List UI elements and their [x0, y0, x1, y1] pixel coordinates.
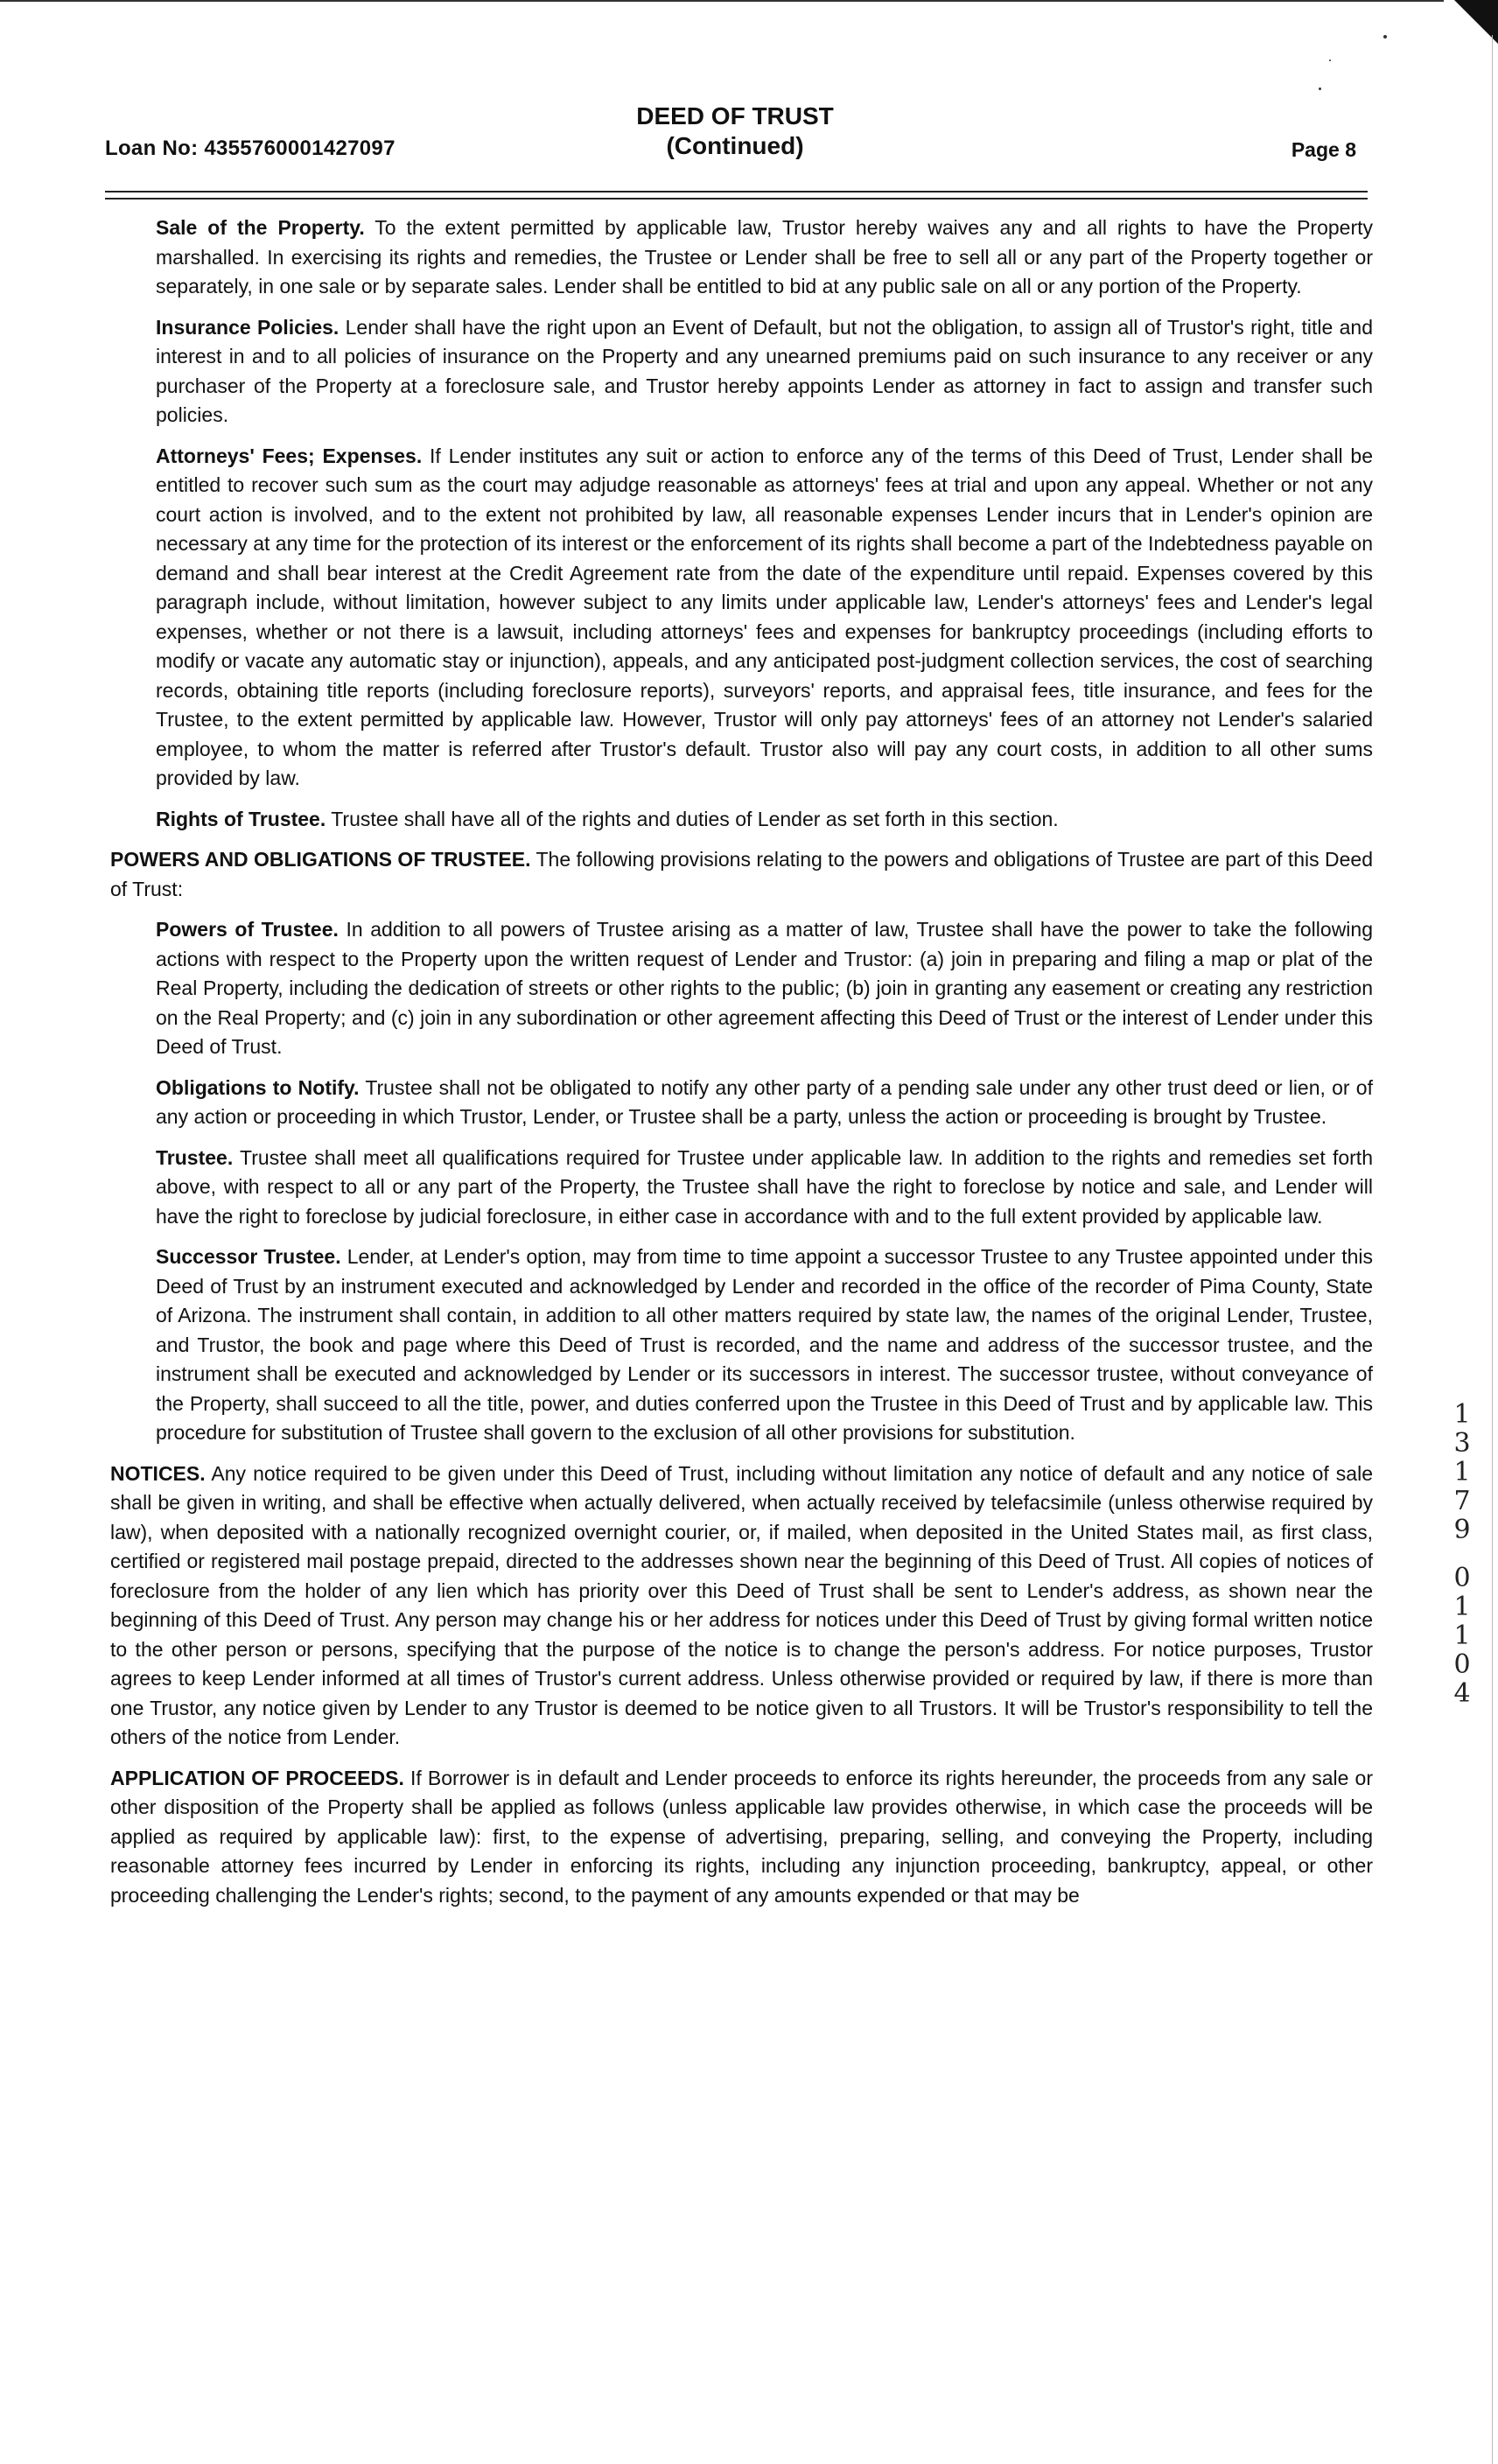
scan-speck [1319, 88, 1321, 90]
recording-digit: 9 [1453, 1515, 1471, 1545]
section-text: If Lender institutes any suit or action to enforce any of the terms of this Deed of Trust, Lender shall be entitled to recover such sum as the court may adjudge reasonable as attorneys' fees at trial and upon any appeal. Whether or not any court action is involved, and to the extent not prohibited by law, all reasonable expenses Lender incurs that in Lender's opinion are necessary at any time for the protection of its interest or the enforcement of its rights shall become a part of the Indebtedness payable on demand and shall bear interest at the Credit Agreement rate from the date of the expenditure until repaid. Expenses covered by this paragraph include, without limitation, however subject to any limits under applicable law, Lender's attorneys' fees and Lender's legal expenses, whether or not there is a lawsuit, including attorneys' fees and expenses for bankruptcy proceedings (including efforts to modify or vacate any automatic stay or injunction), appeals, and any anticipated post-judgment collection services, the cost of searching records, obtaining title reports (including foreclosure reports), surveyors' reports, and appraisal fees, title insurance, and fees for the Trustee, to the extent permitted by applicable law. However, Trustor will only pay attorneys' fees of an attorney not Lender's salaried employee, to whom the matter is referred after Trustor's default. Trustor also will pay any court costs, in addition to all other sums provided by law. [156, 444, 1374, 789]
section-sale-of-property [156, 214, 1373, 302]
section-heading: Successor Trustee. [156, 1245, 341, 1268]
section-rights-of-trustee [156, 805, 1373, 835]
recording-digit: 7 [1453, 1486, 1471, 1516]
document-body [110, 214, 1373, 1922]
page-number: Page 8 [1291, 138, 1356, 161]
document-title-block [105, 102, 1365, 161]
section-text: If Borrower is in default and Lender proceeds to enforce its rights hereunder, the proceeds from any sale or other disposition of the Property shall be applied as follows (unless applicable law provides otherwise, in which case the proceeds will be applied as required by applicable law): first, to the expense of advertising, preparing, selling, and conveying the Property, including reasonable attorney fees incurred by Lender in enforcing its rights, including any injunction proceeding, bankruptcy, appeal, or other proceeding challenging the Lender's rights; second, to the payment of any amounts expended or that may be [110, 1766, 1374, 1907]
section-heading: Attorneys' Fees; Expenses. [156, 444, 423, 467]
section-insurance-policies [156, 313, 1373, 430]
recording-digit: 0 [1453, 1649, 1471, 1680]
section-obligations-to-notify [156, 1074, 1373, 1132]
section-text: Lender, at Lender's option, may from time to time appoint a successor Trustee to any Trustee appointed under this Deed of Trust by an instrument executed and acknowledged by Lender and recorded in the office of the recorder of Pima County, State of Arizona. The instrument shall contain, in addition to all other matters required by state law, the names of the original Lender, Trustee, and Trustor, the book and page where this Deed of Trust is recorded, and the name and address of the successor trustee, and the instrument shall be executed and acknowledged by Lender or its successors in interest. The successor trustee, without conveyance of the Property, shall succeed to all the title, power, and duties conferred upon the Trustee in this Deed of Trust and by applicable law. This procedure for substitution of Trustee shall govern to the exclusion of all other provisions for substitution. [156, 1245, 1374, 1444]
recording-digit: 1 [1453, 1592, 1471, 1622]
header-rule [105, 198, 1368, 200]
document-title: DEED OF TRUST [636, 102, 834, 130]
section-text: The following provisions relating to the powers and obligations of Trustee are part of this Deed of Trust: [110, 848, 1373, 900]
section-heading: Obligations to Notify. [156, 1075, 360, 1099]
header-rule [105, 191, 1368, 192]
section-heading: POWERS AND OBLIGATIONS OF TRUSTEE. [110, 848, 531, 871]
section-heading: Powers of Trustee. [156, 918, 339, 941]
document-subtitle: (Continued) [666, 132, 804, 159]
section-heading: APPLICATION OF PROCEEDS. [110, 1766, 404, 1789]
section-trustee [156, 1144, 1373, 1232]
top-edge-line [0, 0, 1444, 2]
scan-right-edge [1492, 35, 1493, 2464]
section-text: Any notice required to be given under this Deed of Trust, including without limitation any notice of default and any notice of sale shall be given in writing, and shall be effective when actually delivered, when actually received by telefacsimile (unless otherwise required by law), when deposited with a nationally recognized overnight courier, or, if mailed, when deposited in the United States mail, as first class, certified or registered mail postage prepaid, directed to the addresses shown near the beginning of this Deed of Trust. All copies of notices of foreclosure from the holder of any lien which has priority over this Deed of Trust shall be sent to Lender's address, as shown near the beginning of this Deed of Trust. Any person may change his or her address for notices under this Deed of Trust by giving formal written notice to the other person or persons, specifying that the purpose of the notice is to change the person's address. For notice purposes, Trustor agrees to keep Lender informed at all times of Trustor's current address. Unless otherwise provided or required by law, if there is more than one Trustor, any notice given by Lender to any Trustor is deemed to be notice given to all Trustors. It will be Trustor's responsibility to tell the others of the notice from Lender. [110, 1461, 1373, 1748]
loan-number: Loan No: 4355760001427097 [105, 136, 396, 160]
section-powers-and-obligations [110, 845, 1373, 904]
section-successor-trustee [156, 1242, 1373, 1448]
section-heading: NOTICES. [110, 1461, 206, 1485]
section-text: In addition to all powers of Trustee arising as a matter of law, Trustee shall have the power to take the following actions with respect to the Property upon the written request of Lender and Trustor: (a) join in preparing and filing a map or plat of the Real Property, including the dedication of streets or other rights to the public; (b) join in granting any easement or creating any restriction on the Real Property; and (c) join in any subordination or other agreement affecting this Deed of Trust or the interest of Lender under this Deed of Trust. [156, 918, 1373, 1058]
recording-digit: 4 [1453, 1678, 1471, 1709]
section-attorneys-fees [156, 442, 1373, 794]
section-heading: Sale of the Property. [156, 216, 365, 239]
section-heading: Trustee. [156, 1145, 234, 1169]
section-text: To the extent permitted by applicable law, Trustor hereby waives any and all rights to have the Property marshalled. In exercising its rights and remedies, the Trustee or Lender shall be free to sell all or any part of the Property together or separately, in one sale or by separate sales. Lender shall be entitled to bid at any public sale on all or any portion of the Property. [156, 216, 1373, 298]
section-text: Lender shall have the right upon an Event of Default, but not the obligation, to assign all of Trustor's right, title and interest in and to all policies of insurance on the Property and any unearned premiums paid on such insurance to any receiver or any purchaser of the Property at a foreclosure sale, and Trustor hereby appoints Lender as attorney in fact to assign and transfer such policies. [156, 315, 1373, 426]
recording-digit: 0 [1453, 1563, 1471, 1593]
section-application-of-proceeds [110, 1764, 1373, 1911]
section-powers-of-trustee [156, 915, 1373, 1062]
section-heading: Insurance Policies. [156, 315, 340, 339]
recording-number-stamp [1451, 1400, 1474, 1708]
recording-digit: 3 [1453, 1428, 1471, 1459]
recording-digit: 1 [1453, 1399, 1471, 1430]
section-heading: Rights of Trustee. [156, 807, 326, 830]
recording-digit: 1 [1453, 1457, 1471, 1488]
section-text: Trustee shall have all of the rights and duties of Lender as set forth in this section. [331, 807, 1059, 830]
section-text: Trustee shall meet all qualifications required for Trustee under applicable law. In addition to the rights and remedies set forth above, with respect to all or any part of the Property, the Trustee shall have the right to foreclose by notice and sale, and Lender will have the right to foreclose by judicial foreclosure, in either case in accordance with and to the full extent provided by applicable law. [156, 1145, 1373, 1228]
scan-speck [1329, 60, 1331, 61]
recording-digit: 1 [1453, 1620, 1471, 1651]
section-text: Trustee shall not be obligated to notify any other party of a pending sale under any other trust deed or lien, or of any action or proceeding in which Trustor, Lender, or Trustee shall be a party, unless the action or proceeding is brought by Trustee. [156, 1075, 1373, 1128]
recording-gap [1451, 1544, 1474, 1564]
scan-speck [1383, 35, 1387, 38]
page-header [105, 98, 1365, 168]
section-notices [110, 1460, 1373, 1753]
